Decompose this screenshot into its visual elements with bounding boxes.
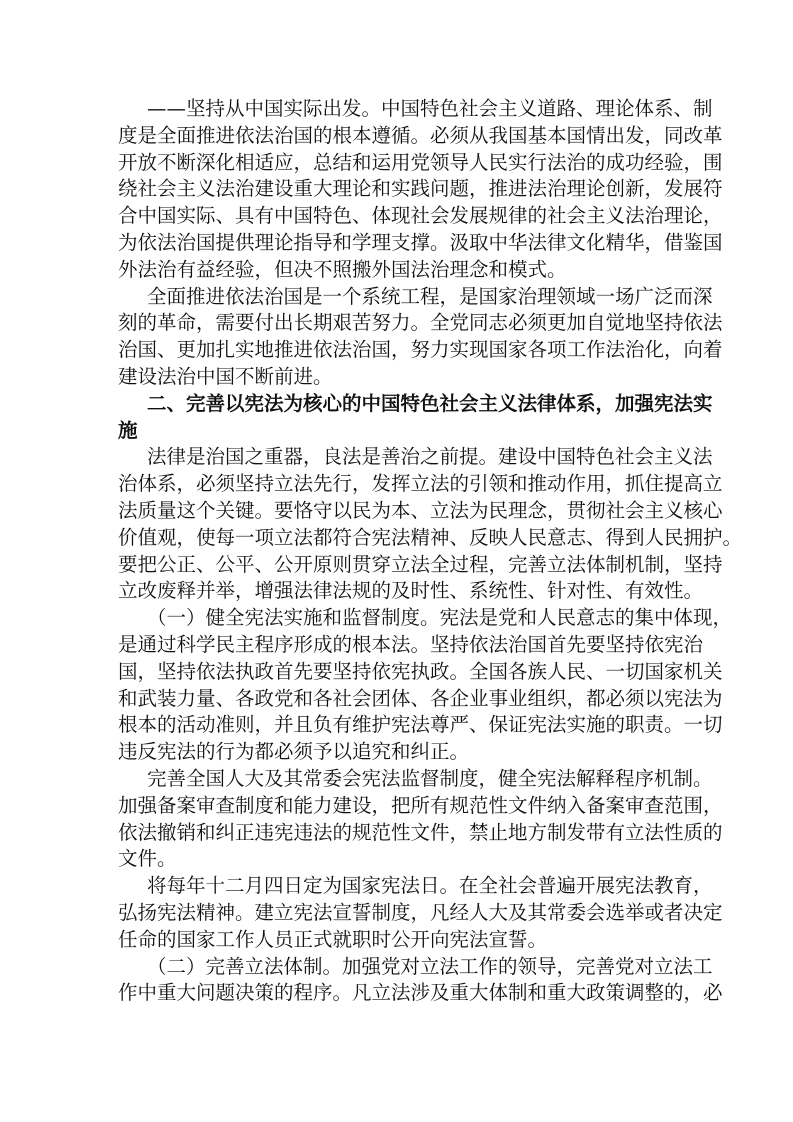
text-line: 法律是治国之重器，良法是善治之前提。建设中国特色社会主义法 [147, 445, 713, 469]
text-line: 违反宪法的行为都必须予以追究和纠正。 [118, 740, 470, 764]
paragraph [118, 444, 743, 605]
text-line: 是通过科学民主程序形成的根本法。坚持依法治国首先要坚持依宪治 [118, 632, 704, 656]
text-line: 加强备案审查制度和能力建设，把所有规范性文件纳入备案审查范围， [118, 793, 723, 817]
text-line: 依法撤销和纠正违宪违法的规范性文件，禁止地方制发带有立法性质的 [118, 820, 723, 844]
text-line: 和武装力量、各政党和各社会团体、各企业事业组织，都必须以宪法为 [118, 686, 723, 710]
document-body [118, 96, 743, 1007]
text-line: 施 [118, 418, 138, 442]
paragraph [118, 96, 723, 284]
text-line: 度是全面推进依法治国的根本遵循。必须从我国基本国情出发，同改革 [118, 123, 723, 147]
text-line: 价值观，使每一项立法都符合宪法精神、反映人民意志、得到人民拥护。 [118, 525, 743, 549]
text-line: 根本的活动准则，并且负有维护宪法尊严、保证宪法实施的职责。一切 [118, 713, 723, 737]
text-line: 全面推进依法治国是一个系统工程，是国家治理领域一场广泛而深 [147, 284, 713, 308]
text-line: 任命的国家工作人员正式就职时公开向宪法宣誓。 [118, 927, 548, 951]
text-line: 治体系，必须坚持立法先行，发挥立法的引领和推动作用，抓住提高立 [118, 472, 723, 496]
paragraph [118, 766, 723, 873]
text-line: 建设法治中国不断前进。 [118, 364, 333, 388]
text-line: 合中国实际、具有中国特色、体现社会发展规律的社会主义法治理论， [118, 204, 723, 228]
text-line: 要把公正、公平、公开原则贯穿立法全过程，完善立法体制机制，坚持 [118, 552, 723, 576]
text-line: 作中重大问题决策的程序。凡立法涉及重大体制和重大政策调整的，必 [118, 981, 723, 1005]
text-line: （二）完善立法体制。加强党对立法工作的领导，完善党对立法工 [147, 954, 713, 978]
text-line: 将每年十二月四日定为国家宪法日。在全社会普遍开展宪法教育， [147, 874, 713, 898]
text-line: 完善全国人大及其常委会宪法监督制度，健全宪法解释程序机制。 [147, 766, 713, 790]
paragraph [118, 284, 723, 391]
text-line: 弘扬宪法精神。建立宪法宣誓制度，凡经人大及其常委会选举或者决定 [118, 900, 723, 924]
text-line: 刻的革命，需要付出长期艰苦努力。全党同志必须更加自觉地坚持依法 [118, 311, 723, 335]
section-heading [118, 391, 713, 445]
text-line: 国，坚持依法执政首先要坚持依宪执政。全国各族人民、一切国家机关 [118, 659, 723, 683]
paragraph [118, 873, 723, 953]
text-line: 文件。 [118, 847, 177, 871]
paragraph [118, 605, 733, 766]
text-line: 为依法治国提供理论指导和学理支撑。汲取中华法律文化精华，借鉴国 [118, 230, 723, 254]
text-line: ——坚持从中国实际出发。中国特色社会主义道路、理论体系、制 [147, 97, 713, 120]
text-line: 立改废释并举，增强法律法规的及时性、系统性、针对性、有效性。 [118, 579, 704, 603]
text-line: 绕社会主义法治建设重大理论和实践问题，推进法治理论创新，发展符 [118, 177, 723, 201]
text-line: 开放不断深化相适应，总结和运用党领导人民实行法治的成功经验，围 [118, 150, 723, 174]
text-line: 法质量这个关键。要恪守以民为本、立法为民理念，贯彻社会主义核心 [118, 498, 723, 522]
text-line: 治国、更加扎实地推进依法治国，努力实现国家各项工作法治化，向着 [118, 338, 723, 362]
text-line: 外法治有益经验，但决不照搬外国法治理念和模式。 [118, 257, 567, 281]
paragraph [118, 954, 723, 1008]
text-line: 二、完善以宪法为核心的中国特色社会主义法律体系，加强宪法实 [147, 391, 713, 415]
text-line: （一）健全宪法实施和监督制度。宪法是党和人民意志的集中体现， [147, 606, 733, 630]
